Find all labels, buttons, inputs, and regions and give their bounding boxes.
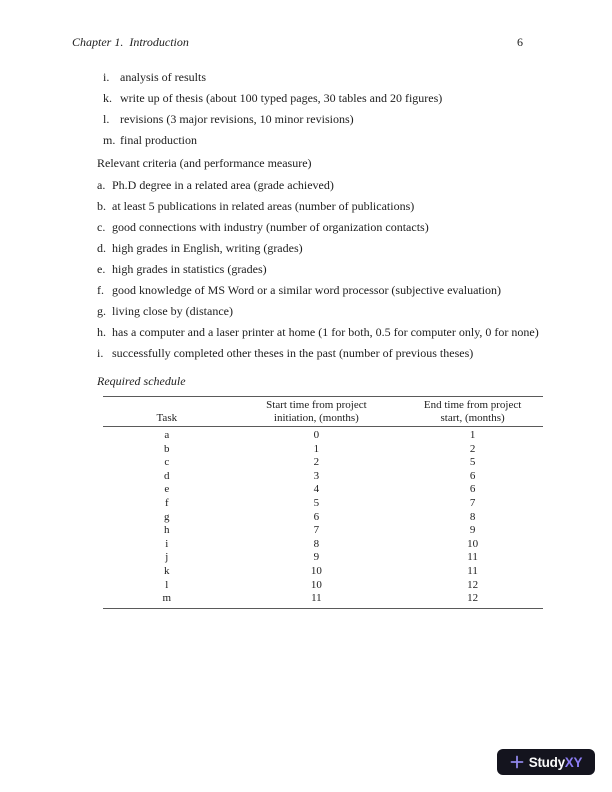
list-item: [103, 132, 543, 148]
list-marker: d.: [97, 241, 106, 255]
table-row: [103, 443, 543, 457]
list-item-text: Ph.D degree in a related area (grade achieved): [112, 178, 334, 192]
table-row: [103, 427, 543, 443]
cell-start: 5: [313, 496, 320, 509]
list-marker: h.: [97, 325, 106, 339]
cell-task: l: [165, 578, 169, 591]
cell-end: 11: [467, 564, 478, 577]
cell-end: 12: [402, 592, 543, 608]
cell-end: 9: [469, 524, 476, 537]
cell-end: 5: [469, 456, 476, 469]
list-item: [97, 261, 544, 277]
cell-end: 1: [469, 429, 476, 441]
list-item: [103, 111, 543, 127]
cell-task: k: [164, 564, 170, 577]
cell-task: e: [164, 483, 170, 496]
cell-end: 2: [469, 442, 476, 455]
list-item: [97, 324, 544, 340]
table-row: [103, 565, 543, 579]
cell-task: d: [164, 469, 170, 482]
cell-start: 6: [313, 510, 320, 523]
cell-start: 7: [313, 524, 320, 537]
table-row: [103, 456, 543, 470]
list-marker: a.: [97, 178, 106, 192]
cell-end: 6: [469, 483, 476, 496]
criteria-section-heading: Relevant criteria (and performance measure): [97, 156, 312, 170]
list-item: [97, 198, 544, 214]
cell-start: 11: [231, 592, 403, 608]
cell-end: 11: [467, 551, 478, 564]
cell-task: i: [165, 537, 169, 550]
list-item: [97, 303, 544, 319]
cell-end: 12: [467, 578, 479, 591]
list-item: [103, 69, 543, 85]
brand-text-primary: Study: [528, 754, 565, 770]
table-row: [103, 551, 543, 565]
table-row: [103, 592, 543, 608]
list-marker: f.: [97, 283, 104, 297]
column-header-text: Task: [156, 411, 178, 424]
cell-start: 9: [313, 551, 320, 564]
cell-start: 2: [313, 456, 320, 469]
cell-start: 3: [313, 469, 320, 482]
cell-end: 6: [469, 469, 476, 482]
list-item-text: has a computer and a laser printer at home (1 for both, 0.5 for computer only, 0 for none): [112, 325, 539, 339]
column-header-end: [402, 397, 543, 427]
list-item-text: high grades in English, writing (grades): [112, 241, 303, 255]
list-item-text: final production: [120, 133, 197, 147]
cell-task: c: [164, 456, 170, 469]
brand-text-secondary: XY: [564, 754, 583, 770]
list-marker: g.: [97, 304, 106, 318]
cell-task: j: [165, 551, 169, 564]
cell-task: f: [164, 496, 169, 509]
table-row: [103, 497, 543, 511]
column-header-start: [231, 397, 403, 427]
cell-task: b: [164, 442, 170, 455]
list-marker: e.: [97, 262, 106, 276]
brand-text: [529, 755, 582, 770]
cell-task: g: [164, 510, 170, 523]
cell-start: 10: [310, 578, 322, 591]
table-row: [103, 579, 543, 593]
table-row: [103, 538, 543, 552]
list-marker: i.: [103, 70, 110, 84]
list-item-text: revisions (3 major revisions, 10 minor revisions): [120, 112, 354, 126]
table-row: [103, 524, 543, 538]
chapter-title: Chapter 1. Introduction: [72, 35, 189, 49]
list-item-text: good knowledge of MS Word or a similar word processor (subjective evaluation): [112, 283, 502, 297]
cell-start: 8: [313, 537, 320, 550]
column-header-text: Start time from project: [266, 399, 367, 411]
list-item: [97, 282, 544, 298]
list-marker: c.: [97, 220, 106, 234]
list-item-text: write up of thesis (about 100 typed pages, 30 tables and 20 figures): [120, 91, 443, 105]
list-marker: k.: [103, 91, 112, 105]
table-header-row: [103, 397, 543, 427]
cell-start: 4: [313, 483, 320, 496]
list-item-text: successfully completed other theses in the past (number of previous theses): [112, 346, 474, 360]
list-marker: b.: [97, 199, 106, 213]
studyxy-badge[interactable]: [497, 749, 595, 775]
cell-start: 0: [313, 429, 320, 441]
cell-task: a: [164, 429, 170, 441]
table-row: [103, 511, 543, 525]
column-header-text: initiation, (months): [273, 411, 359, 424]
schedule-table: [103, 396, 543, 609]
table-row: [103, 483, 543, 497]
list-item: [97, 219, 544, 235]
list-item-text: analysis of results: [120, 70, 206, 84]
list-item-text: high grades in statistics (grades): [112, 262, 267, 276]
plus-icon: [510, 755, 524, 769]
cell-task: h: [164, 524, 170, 537]
criteria-list: [97, 177, 544, 366]
list-item: [97, 177, 544, 193]
column-header-task: [103, 397, 231, 427]
list-marker: i.: [97, 346, 104, 360]
list-item-text: good connections with industry (number of organization contacts): [112, 220, 429, 234]
list-marker: m.: [103, 133, 116, 147]
table-row: [103, 470, 543, 484]
schedule-section-heading: Required schedule: [97, 374, 186, 388]
list-item: [103, 90, 543, 106]
column-header-text: End time from project: [423, 399, 522, 411]
page-header: [72, 35, 523, 50]
list-item: [97, 240, 544, 256]
cell-start: 10: [310, 564, 322, 577]
list-item-text: living close by (distance): [112, 304, 233, 318]
list-marker: l.: [103, 112, 110, 126]
cell-task: m: [103, 592, 231, 608]
list-item: [97, 345, 544, 361]
task-list: [103, 69, 543, 153]
cell-end: 7: [469, 496, 476, 509]
cell-end: 8: [469, 510, 476, 523]
cell-end: 10: [467, 537, 479, 550]
page-number: 6: [517, 35, 523, 49]
list-item-text: at least 5 publications in related areas (number of publications): [112, 199, 415, 213]
column-header-text: start, (months): [440, 411, 505, 424]
cell-start: 1: [313, 442, 320, 455]
